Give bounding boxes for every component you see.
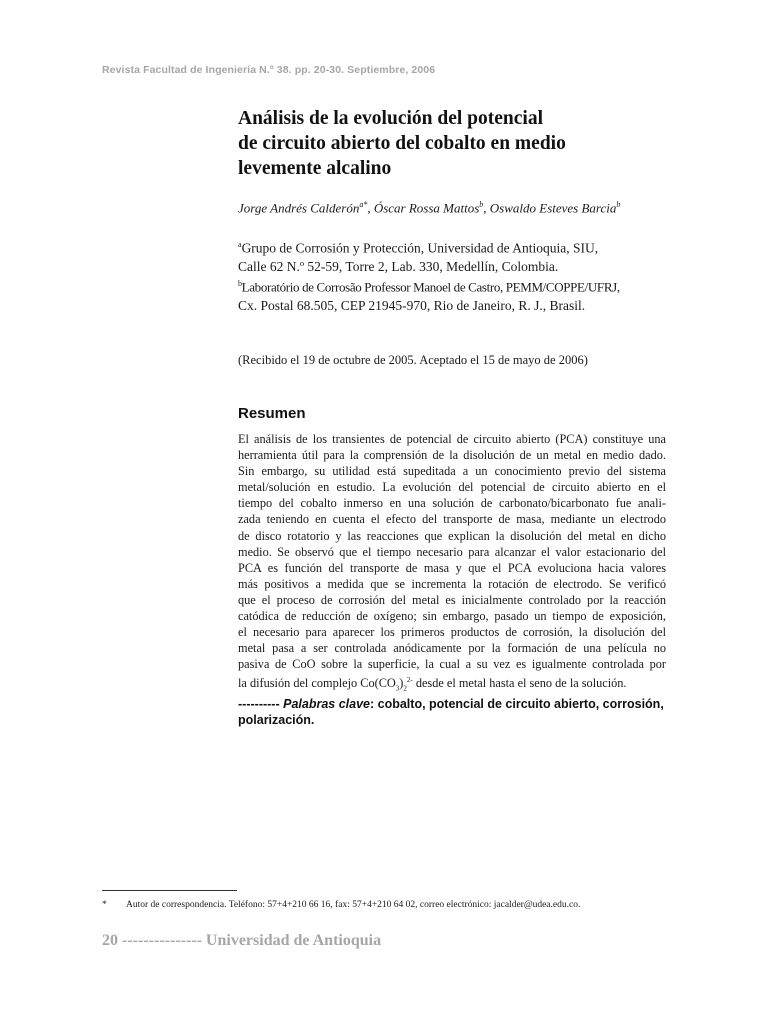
subscript: 3 [395,684,400,693]
affiliation-line [238,275,666,297]
title-line: levemente alcalino [238,158,392,179]
abstract-line: El análisis de los transientes de potencial de circuito abierto (PCA) constituye una [238,432,666,446]
title-line: Análisis de la evolución del potencial [238,108,543,129]
superscript: 2- [406,676,413,685]
author-affiliation-mark: b [479,200,484,209]
keywords [238,696,666,728]
affiliation-text: Laboratório de Corrosão Professor Manoel de Castro, PEMM/COPPE/UFRJ, [241,279,620,295]
abstract-text: la difusión del complejo Co(CO [238,676,396,691]
abstract-line: más positivos a medida que se incrementa la rotación de electrodo. Se verificó [238,576,666,591]
author-affiliation-mark: a* [359,200,368,209]
affiliation-b [238,275,666,315]
affiliation-a [238,236,666,277]
keywords-dashes: ---------- [238,697,280,711]
affiliation-mark: b [238,279,242,288]
abstract-line: metal/solución en estudio. La evolución del potencial de circuito abierto en el [238,480,666,495]
journal-header: Revista Facultad de Ingeniería N.º 38. pp. 20-30. Septiembre, 2006 [102,64,436,76]
keywords-text: : cobalto, potencial de circuito abierto, corrosión, polarización. [238,697,664,727]
abstract-body [238,431,666,697]
affiliation-text: Grupo de Corrosión y Protección, Universidad de Antioquia, SIU, [241,240,599,256]
correspondence-footnote [102,900,580,910]
footnote-divider [102,890,237,891]
subscript: 2 [403,684,407,693]
affiliation-line: Cx. Postal 68.505, CEP 21945-970, Rio de Janeiro, R. J., Brasil. [238,297,586,313]
author-name: Jorge Andrés Calderón [238,200,360,216]
abstract-line: de disco rotatorio y las reacciones que explican la disolución del metal en dicho [238,528,666,543]
abstract-line [238,672,666,697]
abstract-line: herramienta útil para la comprensión de la disolución de un metal en medio dado. [238,448,666,463]
abstract-line: PCA es función del transporte de masa y que el PCA evoluciona hacia valores [238,560,666,575]
keywords-label: Palabras clave [283,697,370,711]
abstract-line: tiempo del cobalto inmerso en una solución de carbonato/bicarbonato fue anali- [238,496,666,511]
affiliation-line: Calle 62 N.º 52-59, Torre 2, Lab. 330, Medellín, Colombia. [238,259,559,274]
footnote-text: Autor de correspondencia. Teléfono: 57+4+210 66 16, fax: 57+4+210 64 02, correo electrónico: jacalder@udea.edu.co. [126,900,581,910]
abstract-line: metal pasa a ser controlada anódicamente por la formación de una película no [238,641,666,656]
abstract-line: pasiva de CoO sobre la superficie, la cual a su vez es igualmente controlada por [238,657,666,672]
abstract-line: zada teniendo en cuenta el efecto del transporte de masa, mediante un electrodo [238,512,666,527]
abstract-heading: Resumen [238,405,306,422]
article-title [238,106,658,181]
footnote-mark: * [102,900,107,910]
affiliation-line [238,236,666,258]
page-footer: 20 --------------- Universidad de Antioquia [102,932,382,949]
abstract-line: catódica de reducción de oxígeno; sin embargo, pasado un tiempo de exposición, [238,609,666,624]
abstract-line: Sin embargo, su utilidad está supeditada a un conocimiento previo del sistema [238,464,666,479]
abstract-line: que el proceso de corrosión del metal es inicialmente controlado por la reacción [238,592,666,607]
abstract-text: desde el metal hasta el seno de la solución. [412,676,627,691]
author-list: Jorge Andrés Calderón$^{a*}$, Óscar Rossa Mattos$^b$, Oswaldo Esteves Barcia$^b$ [238,200,621,216]
title-line: de circuito abierto del cobalto en medio [238,133,566,154]
author-affiliation-mark: b [616,200,621,209]
abstract-line: medio. Se observó que el tiempo necesario para alcanzar el valor estacionario del [238,544,666,559]
abstract-line: el necesario para aparecer los primeros productos de corrosión, la disolución del [238,625,666,640]
received-accepted-dates: (Recibido el 19 de octubre de 2005. Aceptado el 15 de mayo de 2006) [238,353,588,367]
author-name: Óscar Rossa Mattos [373,200,480,216]
affiliation-mark: a [238,240,242,249]
author-name: Oswaldo Esteves Barcia [489,200,617,216]
abstract-text: ) [399,676,404,691]
